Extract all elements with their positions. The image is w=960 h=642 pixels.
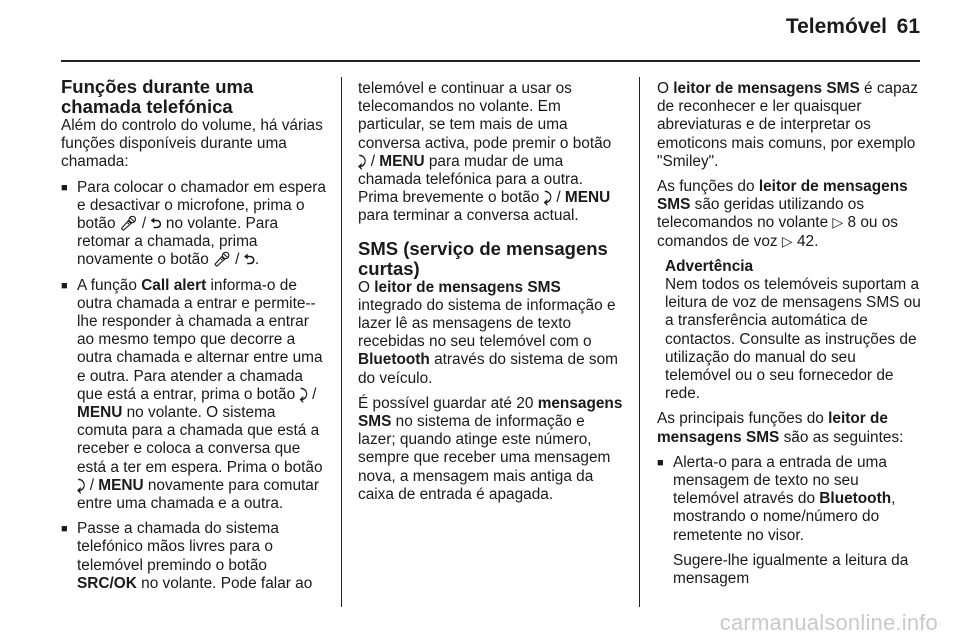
list-item: ■ Passe a chamada do sistema telefónico mãos livres para o telemóvel premindo o botão SRC/OK no volante. Pode falar ao [61, 520, 326, 593]
back-arrow-icon: ⮌ [243, 252, 255, 269]
section-heading: SMS (serviço de mensagens curtas) [358, 237, 608, 279]
call-icon: ⤸ [299, 386, 308, 403]
list-item: ■ Alerta-o para a entrada de uma mensagem de texto no seu telemóvel através do Bluetooth, mostrando o nome/número do remetente no visor. [657, 454, 922, 545]
call-icon: ⤸ [543, 190, 553, 207]
paragraph: O leitor de mensagens SMS integrado do sistema de informação e lazer lê as mensagens de texto recebidas no seu telemóvel com o Bluetooth através do sistema de som do veículo. [358, 278, 619, 387]
bullet-list [657, 454, 922, 545]
page-reference-icon: ▷ [781, 233, 793, 250]
paragraph: O leitor de mensagens SMS é capaz de reconhecer e ler quaisquer abreviaturas e de interpretar os emoticons mais comuns, por exemplo "Smiley". [657, 80, 918, 170]
call-icon: ⤸ [358, 153, 367, 170]
mute-icon: 🎤︎ [119, 216, 138, 233]
mute-icon: 🎤︎ [213, 252, 231, 269]
header-rule [61, 60, 920, 62]
column-3 [657, 80, 922, 595]
back-arrow-icon: ⮌ [150, 216, 162, 233]
note-title: Advertência [665, 257, 754, 275]
paragraph: Além do controlo do volume, há várias funções disponíveis durante uma chamada: [61, 117, 323, 171]
page-reference-icon: ▷ [832, 215, 844, 232]
column-2 [358, 80, 623, 511]
note-text: Nem todos os telemóveis suportam a leitura de voz de mensagens SMS ou a transferência automática de contactos. Consulte as instruções de utilização do manual do seu telemóvel ou o seu fornecedor de rede. [665, 276, 921, 403]
column-divider [341, 77, 342, 607]
page-header-title: Telemóvel [785, 15, 887, 38]
paragraph: Sugere-lhe igualmente a leitura da mensagem [673, 551, 909, 588]
paragraph: telemóvel e continuar a usar os telecomandos no volante. Em particular, se tem mais de uma conversa activa, pode premir o botão ⤸ / MENU para mudar de uma chamada telefónica para a outra. Prima brevemente o botão ⤸ / MENU para terminar a conversa actual. [358, 80, 612, 225]
section-heading: Funções durante uma chamada telefónica [61, 76, 254, 117]
paragraph: As principais funções do leitor de mensagens SMS são as seguintes: [657, 410, 904, 446]
paragraph: As funções do leitor de mensagens SMS são geridas utilizando os telecomandos no volante ▷ 8 ou os comandos de voz ▷ 42. [657, 178, 908, 250]
call-icon: ⤸ [77, 477, 86, 494]
column-1 [61, 77, 326, 600]
bullet-list [61, 179, 326, 593]
paragraph: É possível guardar até 20 mensagens SMS no sistema de informação e lazer; quando atinge este número, sempre que receber uma mensagem nova, a mensagem mais antiga da caixa de entrada é apagada. [358, 394, 623, 503]
list-item: ■ A função Call alert informa-o de outra chamada a entrar e permite--lhe responder à chamada a entrar ao mesmo tempo que decorre a outra chamada e alternar entre uma e outra. Para atender a chamada que está a entrar, prima o botão ⤸ / MENU no volante. O sistema comuta para a chamada que está a receber e coloca a conversa que está a ter em espera. Prima o botão ⤸ / MENU novamente para comutar entre uma chamada e a outra. [61, 277, 326, 514]
page-number: 61 [896, 15, 920, 38]
column-divider [639, 77, 640, 607]
list-item: ■ Para colocar o chamador em espera e desactivar o microfone, prima o botão 🎤︎ / ⮌ no volante. Para retomar a chamada, prima novamente o botão 🎤︎ / ⮌. [61, 179, 326, 270]
watermark: carmanualsonline.info [719, 610, 938, 635]
warning-note [657, 258, 922, 404]
